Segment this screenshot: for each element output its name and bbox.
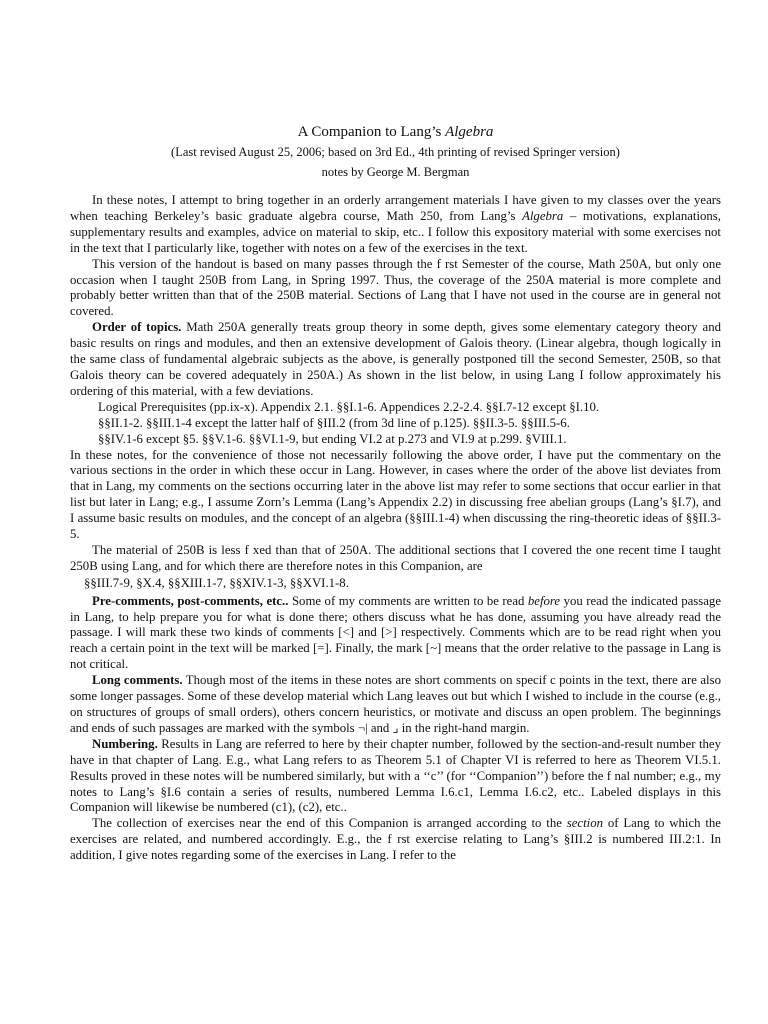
order-of-topics-heading: Order of topics.: [92, 320, 182, 335]
paragraph-version: This version of the handout is based on many passes through the f rst Semester of the course, Math 250A, but only one occasion when I taught 250B from Lang, in Spring 1997. Thus, the coverage of the 250A material is more complete and probably better written than that of the 250B material. Sections of Lang that I have not used in the course are in general not covered.: [70, 256, 721, 319]
paragraph-250b: The material of 250B is less f xed than that of 250A. The additional sections that I covered the one recent time I taught 250B using Lang, and for which there are therefore notes in this Companion, are: [70, 542, 721, 573]
paragraph-order-of-topics: [70, 320, 721, 400]
paragraph-pre-comments: [70, 594, 721, 674]
order-list-line: §§II.1-2. §§III.1-4 except the latter half of §III.2 (from 3d line of p.125). §§II.3-5. §§III.5-6.: [98, 415, 570, 430]
paragraph-numbering: [70, 737, 721, 817]
author-byline: notes by George M. Bergman: [321, 165, 470, 179]
revision-note: (Last revised August 25, 2006; based on 3rd Ed., 4th printing of revised Springer version): [171, 145, 620, 159]
document-body: [70, 193, 721, 864]
order-of-topics-text: Math 250A generally treats group theory in some depth, gives some elementary category theory and basic results on rings and modules, and then an extensive development of Galois theory. (Linear algebra, though logically in the same class of fundamental algebraic subjects as the above, is generally postponed till the second Semester, 250B, so that Galois theory can be covered adequately in 250A.) As shown in the list below, in using Lang I follow approximately his ordering of this material, with a few deviations.: [70, 320, 721, 398]
title-text: A Companion to Lang’s: [297, 124, 446, 140]
pre-comments-emphasis: before: [527, 593, 561, 608]
exercises-text-b: of Lang to which the exercises are related, and numbered accordingly. E.g., the f rst exercise relating to Lang’s §III.2 is numbered III.2:1. In addition, I give notes regarding some of the exercises in Lang. I refer to the: [70, 816, 721, 863]
order-list-line: §§IV.1-6 except §5. §§V.1-6. §§VI.1-9, but ending VI.2 at p.273 and VI.9 at p.299. §VIII.1.: [98, 431, 567, 446]
paragraph-long-comments: [70, 673, 721, 737]
intro-text-a: In these notes, I attempt to bring together in an orderly arrangement materials I have given to my classes over the years when teaching Berkeley’s basic graduate algebra course, Math 250, from Lang’s: [70, 193, 721, 223]
order-list-line: Logical Prerequisites (pp.ix-x). Appendix 2.1. §§I.1-6. Appendices 2.2-2.4. §§I.7-12 except §I.10.: [98, 399, 600, 414]
intro-emphasis: Algebra: [522, 208, 564, 223]
long-comments-heading: Long comments.: [92, 673, 183, 688]
document-page: [70, 124, 721, 864]
document-title: [70, 124, 721, 141]
pre-comments-text-a: Some of my comments are written to be read: [288, 593, 528, 608]
paragraph-convenience: In these notes, for the convenience of those not necessarily following the above order, I have put the commentary on the various sections in the order in which these occur in Lang. However, in cases where the order of the above list deviates from that in Lang, my comments on the sections occurring later in the above list may refer to some sections that occur earlier in that list but later in Lang; e.g., I assume Zorn’s Lemma (Lang’s Appendix 2.2) in discussing free abelian groups (Lang’s §I.7), and I assume basic results on modules, and the concept of an algebra (§§III.1-4) when discussing the ring-theoretic ideas of §§II.3-5.: [70, 447, 721, 542]
pre-comments-heading: Pre-comments, post-comments, etc..: [92, 593, 289, 608]
title-italic-word: Algebra: [445, 124, 494, 140]
exercises-text-a: The collection of exercises near the end of this Companion is arranged according to the: [92, 816, 567, 831]
sections-250b-line: §§III.7-9, §X.4, §§XIII.1-7, §§XIV.1-3, §§XVI.1-8.: [84, 575, 349, 590]
pre-comments-text-b: you read the indicated passage in Lang, to help prepare you for what is done there; others discuss what he has done, assuming you have already read the passage. I will mark these two kinds of comments [<] and [>] respectively. Comments which are to be read right when you reach a certain point in the text will be marked [=]. Finally, the mark [~] means that the order relative to the passage in Lang is not critical.: [70, 593, 721, 672]
exercises-emphasis: section: [566, 816, 603, 831]
numbering-heading: Numbering.: [92, 736, 158, 751]
numbering-text: Results in Lang are referred to here by their chapter number, followed by the section-and-result number they have in that chapter of Lang. E.g., what Lang refers to as Theorem 5.1 of Chapter VI is referred to here as Theorem VI.5.1. Results proved in these notes will be numbered similarly, but with a ‘‘c’’ (for ‘‘Companion’’) before the f nal number; e.g., my notes to Lang’s §I.6 contain a series of results, numbered Lemma I.6.c1, Lemma I.6.c2, etc.. Labeled displays in this Companion will likewise be numbered (c1), (c2), etc..: [70, 736, 721, 815]
paragraph-exercises: [70, 816, 721, 864]
intro-text-b: – motivations, explanations, supplementary results and examples, advice on material to skip, etc.. I follow this expository material with some exercises not in the text that I particularly like, together with notes on a few of the exercises in the text.: [70, 208, 721, 255]
paragraph-intro: [70, 193, 721, 257]
order-list: [98, 400, 721, 448]
long-comments-text: Though most of the items in these notes are short comments on specif c points in the text, there are also some longer passages. Some of these develop material which Lang leaves out but which I wished to include in the course (e.g., on structures of groups of small orders), others concern heuristics, or motivate and discuss an open problem. The beginnings and ends of such passages are marked with the symbols ¬| and ⌟ in the right-hand margin.: [70, 673, 721, 735]
